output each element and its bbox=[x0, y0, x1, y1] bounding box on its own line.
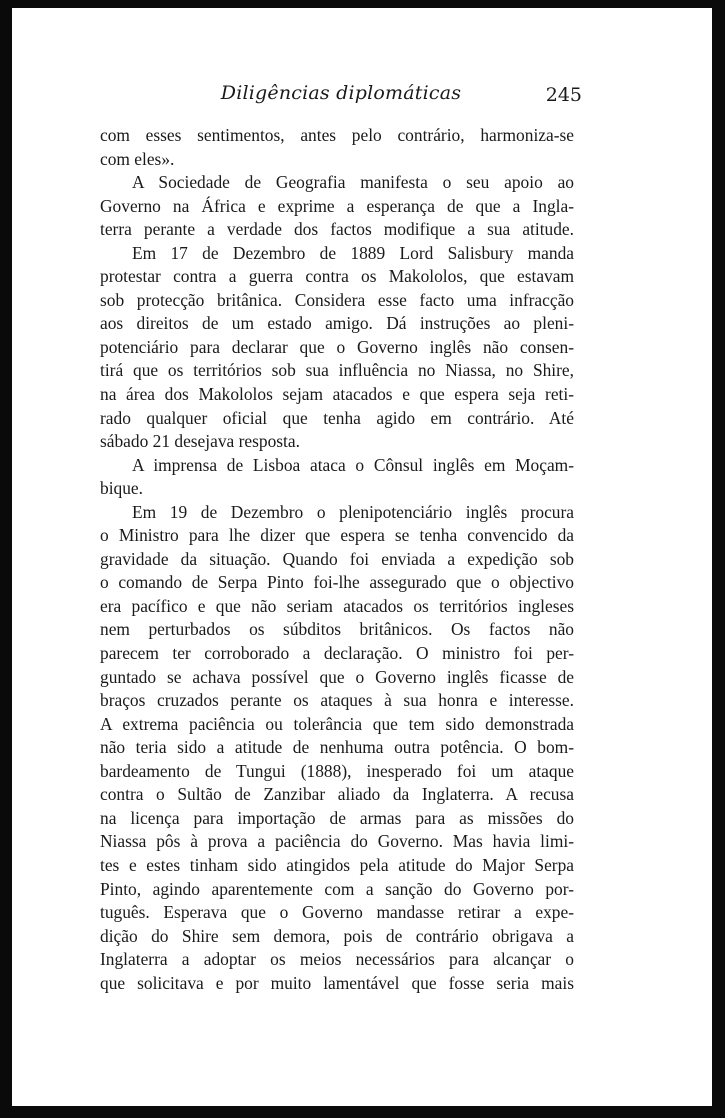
text-line: protestar contra a guerra contra os Makololos, que estavam bbox=[100, 266, 574, 287]
text-line: potenciário para declarar que o Governo inglês não consen- bbox=[100, 336, 574, 357]
text-line: era pacífico e que não seriam atacados os territórios ingleses bbox=[100, 595, 574, 616]
running-title: Diligências diplomáticas bbox=[220, 82, 462, 104]
text-line: Inglaterra a adoptar os meios necessários para alcançar o bbox=[100, 949, 574, 970]
text-line: na licença para importação de armas para as missões do bbox=[100, 807, 574, 828]
text-line: aos direitos de um estado amigo. Dá instruções ao pleni- bbox=[100, 313, 574, 334]
text-line: guntado se achava possível que o Governo inglês ficasse de bbox=[100, 666, 574, 687]
text-line: rado qualquer oficial que tenha agido em contrário. Até bbox=[100, 407, 574, 428]
text-line: na área dos Makololos sejam atacados e que espera seja reti- bbox=[100, 384, 574, 405]
text-line: o comando de Serpa Pinto foi-lhe assegurado que o objectivo bbox=[100, 572, 574, 593]
text-line: gravidade da situação. Quando foi enviada a expedição sob bbox=[100, 548, 574, 569]
text-line: sábado 21 desejava resposta. bbox=[100, 431, 300, 452]
text-line: Em 19 de Dezembro o plenipotenciário inglês procura bbox=[132, 501, 574, 522]
text-line: Niassa pôs à prova a paciência do Governo. Mas havia limi- bbox=[100, 831, 574, 852]
text-line: A imprensa de Lisboa ataca o Cônsul inglês em Moçam- bbox=[132, 454, 574, 475]
text-line: A Sociedade de Geografia manifesta o seu apoio ao bbox=[132, 172, 574, 193]
text-line: A extrema paciência ou tolerância que tem sido demonstrada bbox=[100, 713, 574, 734]
text-line: braços cruzados perante os ataques à sua honra e interesse. bbox=[100, 690, 574, 711]
text-line: com esses sentimentos, antes pelo contrário, harmoniza-se bbox=[100, 125, 574, 145]
book-page bbox=[12, 8, 712, 1106]
text-line: terra perante a verdade dos factos modifique a sua atitude. bbox=[100, 219, 574, 240]
text-line: o Ministro para lhe dizer que espera se tenha convencido da bbox=[100, 525, 574, 546]
page-number: 245 bbox=[545, 84, 582, 106]
text-line: bardeamento de Tungui (1888), inesperado foi um ataque bbox=[100, 760, 574, 781]
text-line: Em 17 de Dezembro de 1889 Lord Salisbury manda bbox=[132, 242, 574, 263]
text-line: com eles». bbox=[100, 148, 175, 169]
text-line: que solicitava e por muito lamentável que fosse seria mais bbox=[100, 972, 574, 993]
text-line: bique. bbox=[100, 478, 143, 499]
text-line: tes e estes tinham sido atingidos pela atitude do Major Serpa bbox=[100, 854, 574, 875]
text-line: tuguês. Esperava que o Governo mandasse retirar a expe- bbox=[100, 902, 574, 923]
text-line: contra o Sultão de Zanzibar aliado da Inglaterra. A recusa bbox=[100, 784, 574, 805]
text-line: sob protecção britânica. Considera esse facto uma infracção bbox=[100, 289, 574, 310]
page-header bbox=[100, 82, 582, 112]
text-line: parecem ter corroborado a declaração. O ministro foi per- bbox=[100, 643, 574, 664]
text-line: nem perturbados os súbditos britânicos. Os factos não bbox=[100, 619, 574, 640]
text-line: tirá que os territórios sob sua influência no Niassa, no Shire, bbox=[100, 360, 574, 381]
body-text bbox=[100, 124, 574, 995]
text-line: dição do Shire sem demora, pois de contrário obrigava a bbox=[100, 925, 574, 946]
text-line: Governo na África e exprime a esperança de que a Ingla- bbox=[100, 195, 574, 216]
text-line: Pinto, agindo aparentemente com a sanção do Governo por- bbox=[100, 878, 574, 899]
text-line: não teria sido a atitude de nenhuma outra potência. O bom- bbox=[100, 737, 574, 758]
